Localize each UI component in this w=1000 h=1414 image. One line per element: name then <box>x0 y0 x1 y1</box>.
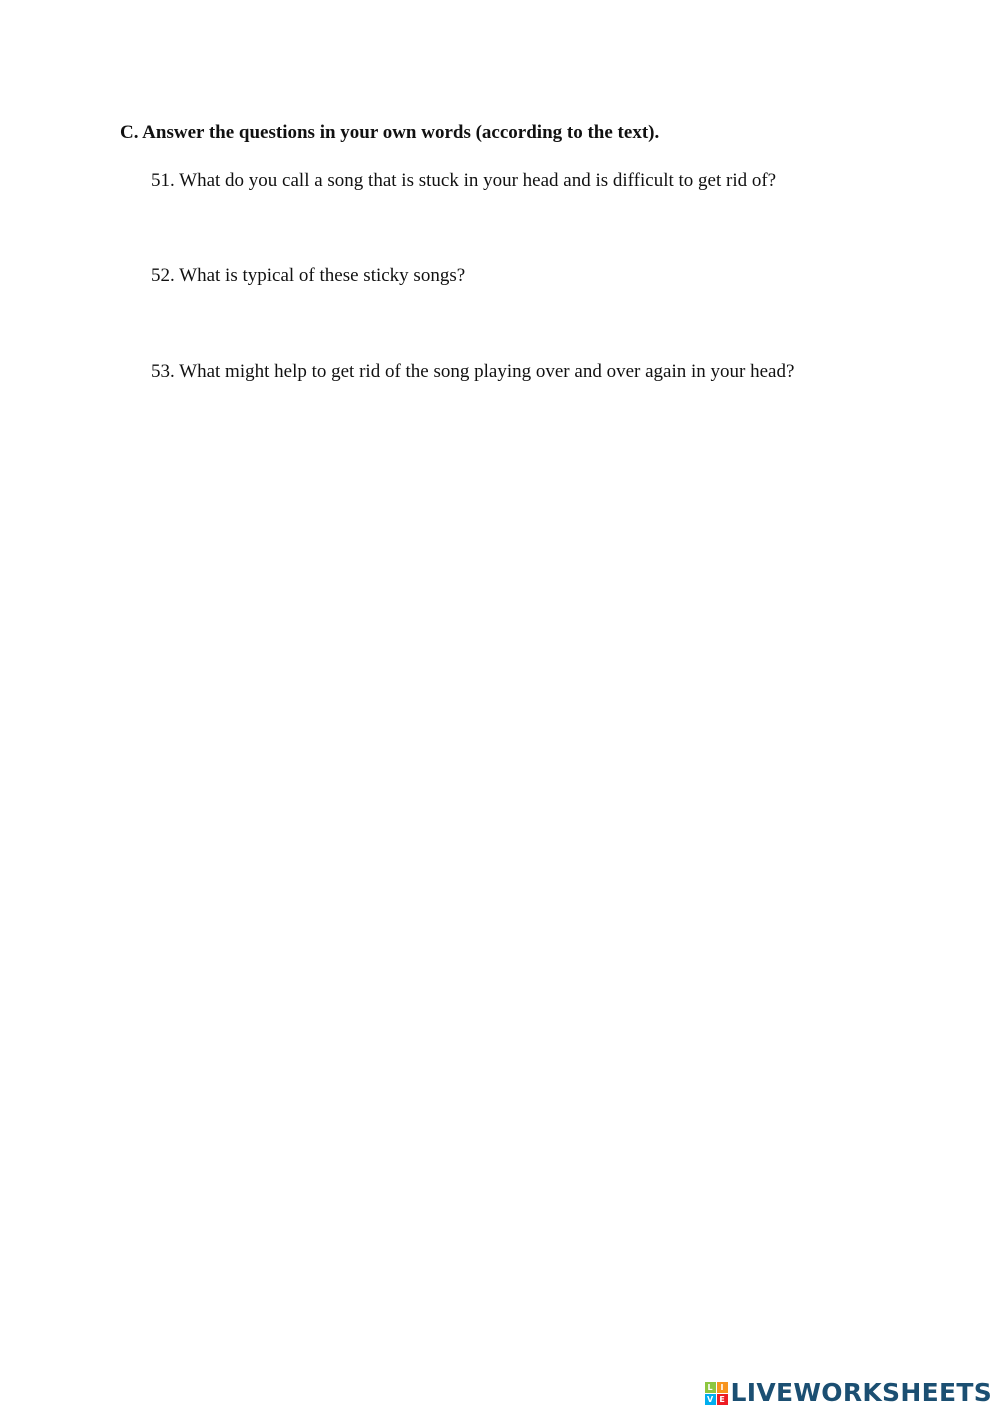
logo-letter-e: E <box>717 1394 728 1405</box>
question-53: 53. What might help to get rid of the song playing over and over again in your head? <box>151 361 795 382</box>
logo-letter-l: L <box>705 1382 716 1393</box>
question-51: 51. What do you call a song that is stuck in your head and is difficult to get rid of? <box>151 170 777 191</box>
section-heading: C. Answer the questions in your own words (according to the text). <box>120 122 660 143</box>
logo-letter-i: I <box>717 1382 728 1393</box>
liveworksheets-brand <box>705 1378 992 1408</box>
liveworksheets-logo-icon <box>705 1382 727 1404</box>
question-52: 52. What is typical of these sticky songs? <box>151 265 466 286</box>
liveworksheets-wordmark: LIVEWORKSHEETS <box>730 1378 992 1407</box>
logo-letter-v: V <box>705 1394 716 1405</box>
